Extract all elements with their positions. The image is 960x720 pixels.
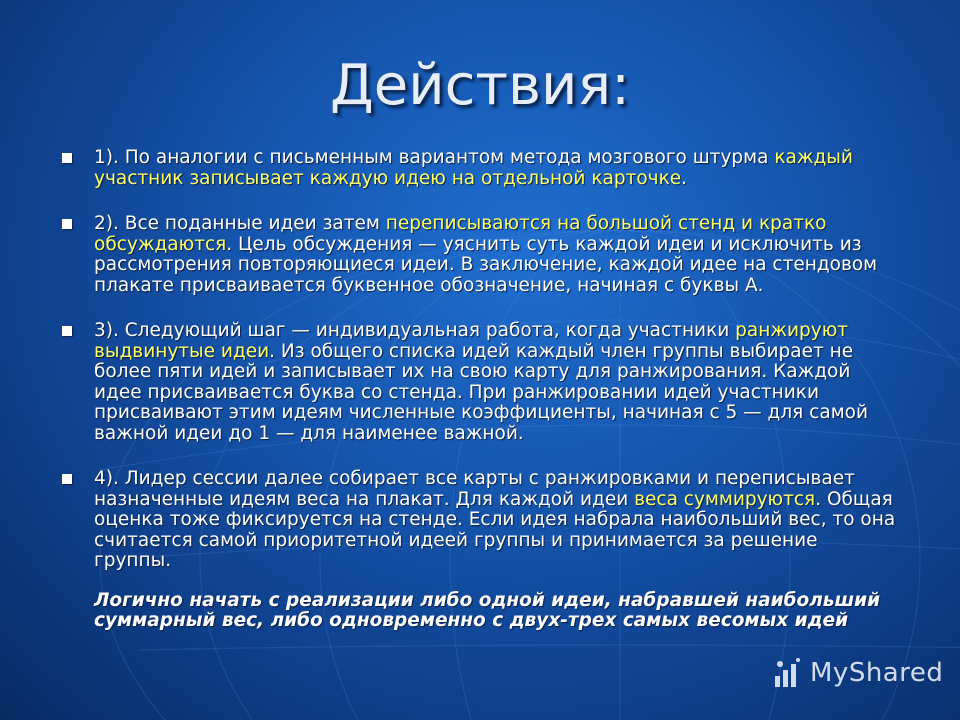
bullet-text-1: 1). По аналогии с письменным вариантом метода мозгового штурма каждый участник записывает каждую идею на отдельной карточке. <box>94 147 853 189</box>
watermark <box>770 656 943 690</box>
highlighted-phrase: ранжируют выдвинутые идеи <box>94 320 849 362</box>
bullet-list <box>58 148 898 632</box>
bullet-text-4: 4). Лидер сессии далее собирает все карты с ранжировками и переписывает назначенные идеям веса на плакат. Для каждой идеи веса суммируются. Общая оценка тоже фиксируется на стенде. Если идея набрала наибольший вес, то она считается самой приоритетной идеей группы и принимается за решение группы. <box>94 468 896 571</box>
highlighted-phrase: веса суммируются <box>634 488 816 510</box>
square-bullet-icon <box>62 153 72 163</box>
square-bullet-icon <box>62 474 72 484</box>
bullet-item-4 <box>58 469 898 572</box>
bullet-item-2 <box>58 214 898 296</box>
myshared-logo-icon <box>770 656 804 690</box>
square-bullet-icon <box>62 219 72 229</box>
bullet-text-3: 3). Следующий шаг — индивидуальная работа, когда участники ранжируют выдвинутые идеи. Из общего списка идей каждый член группы выбирает не более пяти идей и записывает их на свою карту для ранжирования. Каждой идее присваивается буква со стенда. При ранжировании идей участники присваивают этим идеям численные коэффициенты, начиная с 5 — для самой важной идеи до 1 — для наименее важной. <box>94 320 868 444</box>
bullet-text-2: 2). Все поданные идеи затем переписываются на большой стенд и кратко обсуждаются. Цель обсуждения — уяснить суть каждой идеи и исключить из рассмотрения повторяющиеся идеи. В заключение, каждой идее на стендовом плакате присваивается буквенное обозначение, начиная с буквы А. <box>94 213 878 296</box>
bullet-item-3 <box>58 321 898 444</box>
bullet-item-1 <box>58 148 898 189</box>
highlighted-phrase: переписываются на большой стенд и кратко обсуждаются <box>94 213 827 255</box>
highlighted-phrase: каждый участник записывает каждую идею на отдельной карточке <box>94 147 853 189</box>
slide-title: Действия: <box>330 53 630 118</box>
conclusion-text: Логично начать с реализации либо одной идеи, набравшей наибольший суммарный вес, либо одновременно с двух-трех самых весомых идей <box>94 589 881 631</box>
square-bullet-icon <box>62 326 72 336</box>
watermark-text: MyShared <box>810 658 944 688</box>
